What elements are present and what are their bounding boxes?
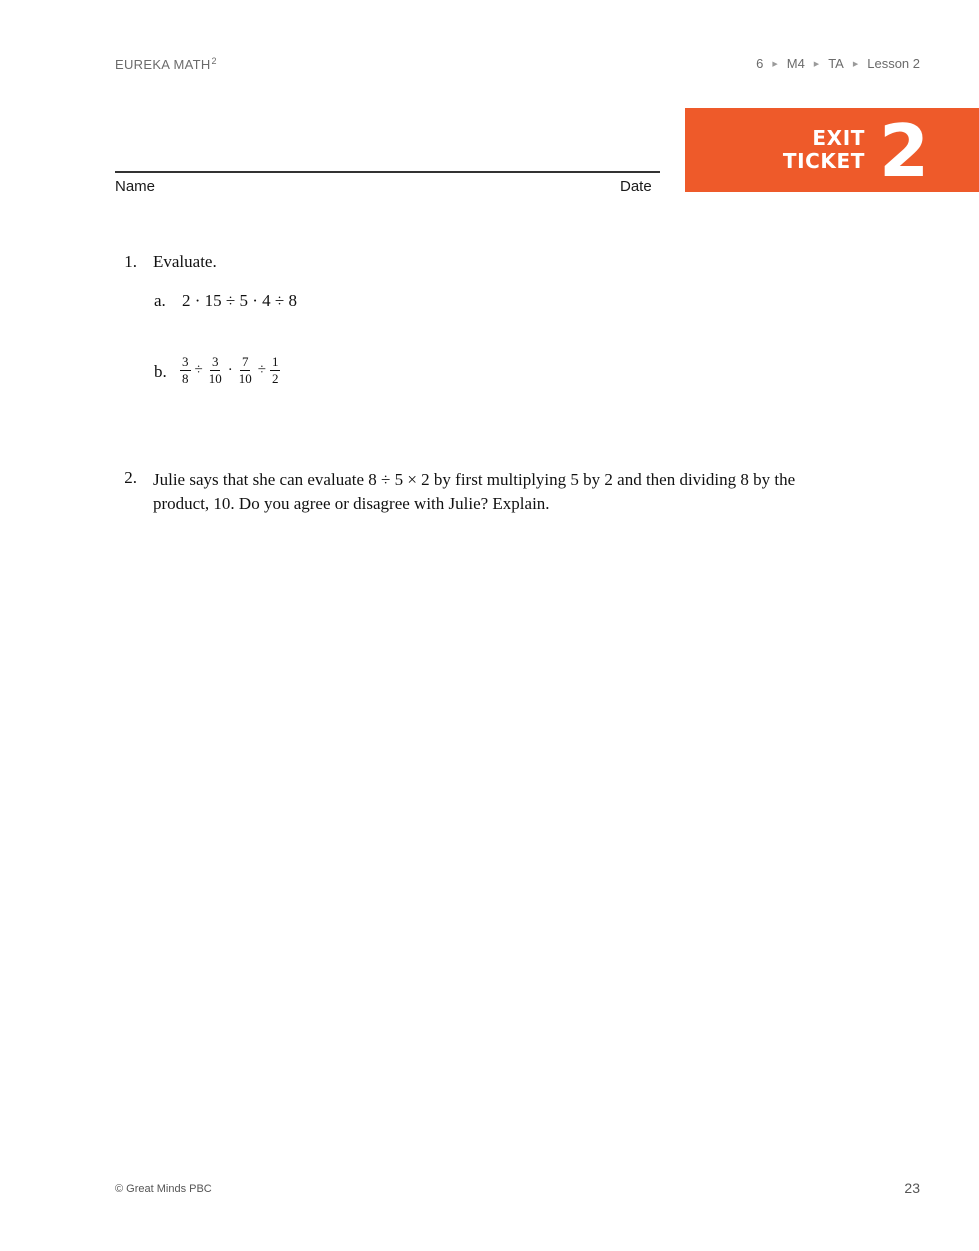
question-1a-expression: 2 · 15 ÷ 5 · 4 ÷ 8 <box>182 291 297 310</box>
brand-title <box>115 56 217 72</box>
brand-superscript: 2 <box>211 56 217 66</box>
page-number: 23 <box>904 1180 920 1196</box>
fraction: $\frac{7}{10}$ <box>238 354 252 386</box>
triangle-right-icon: ▶ <box>813 60 820 68</box>
fraction: $\frac{3}{10}$ <box>208 354 222 386</box>
fraction: $\frac{1}{2}$ <box>271 354 279 386</box>
question-1a-label: a. <box>154 291 166 310</box>
name-label: Name <box>115 178 156 195</box>
name-date-line[interactable] <box>115 171 660 173</box>
date-label: Date <box>620 178 652 195</box>
question-1-number: 1. <box>124 252 137 271</box>
breadcrumb-lesson: Lesson 2 <box>867 56 920 71</box>
question-1b-expression <box>179 355 281 386</box>
operator: · <box>227 362 233 378</box>
exit-ticket-banner <box>685 108 979 192</box>
operator: ÷ <box>257 362 266 378</box>
question-2-line2: product, 10. Do you agree or disagree with Julie? Explain. <box>153 494 550 513</box>
exit-ticket-line2: TICKET <box>782 149 865 173</box>
question-2-number: 2. <box>124 468 137 487</box>
fraction: $\frac{3}{8}$ <box>182 354 189 386</box>
question-1b-label: b. <box>154 362 167 381</box>
triangle-right-icon: ▶ <box>852 60 859 68</box>
exit-ticket-label <box>779 127 865 173</box>
exit-ticket-number: 2 <box>879 109 930 193</box>
copyright: © Great Minds PBC <box>115 1183 212 1195</box>
breadcrumb-grade: 6 <box>756 56 764 71</box>
question-2-text <box>153 468 913 516</box>
breadcrumb-topic: TA <box>828 56 844 71</box>
exit-ticket-line1: EXIT <box>812 126 865 150</box>
breadcrumb <box>756 56 920 71</box>
breadcrumb-module: M4 <box>786 56 805 71</box>
question-2-line1: Julie says that she can evaluate 8 ÷ 5 × 2 by first multiplying 5 by 2 and then dividing 8 by the <box>153 470 796 489</box>
question-1-prompt: Evaluate. <box>153 252 217 271</box>
operator: ÷ <box>194 362 203 378</box>
brand-name: EUREKA MATH <box>115 57 211 72</box>
triangle-right-icon: ▶ <box>772 60 778 68</box>
